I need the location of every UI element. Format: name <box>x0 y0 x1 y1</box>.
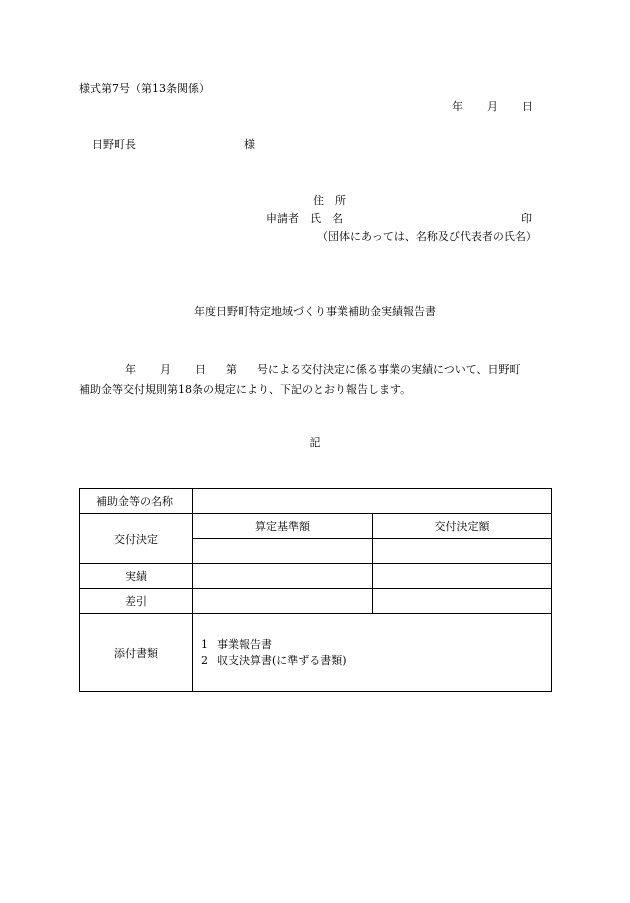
address-label: 住 所 <box>313 194 346 207</box>
addressee <box>92 138 255 152</box>
attachments-list <box>193 614 552 692</box>
document-title: 年度日野町特定地域づくり事業補助金実績報告書 <box>194 305 436 318</box>
grant-amount-value <box>373 539 552 564</box>
actual-calc-value <box>193 564 373 589</box>
attachments-label: 添付書類 <box>80 614 193 692</box>
organization-note: （団体にあっては、名称及び代表者の氏名） <box>317 230 537 243</box>
actual-grant-value <box>373 564 552 589</box>
applicant-name-label: 申請者 氏 名 <box>266 212 343 225</box>
date-day-label: 日 <box>522 100 533 113</box>
grant-decision-label: 交付決定 <box>80 514 193 564</box>
difference-label: 差引 <box>80 589 193 614</box>
body-year: 年 <box>125 363 136 376</box>
body-line-2: 補助金等交付規則第18条の規定により、下記のとおり報告します。 <box>79 383 412 396</box>
attachment-number: 1 <box>201 637 208 651</box>
ki-heading: 記 <box>309 436 321 449</box>
attachment-text: 収支決算書(に準ずる書類) <box>217 653 347 667</box>
body-line-1 <box>79 360 554 380</box>
attachment-item <box>201 653 551 669</box>
body-line-1-rest: 号による交付決定に係る事業の実績について、日野町 <box>257 363 521 376</box>
date-year-label: 年 <box>452 100 463 113</box>
calc-base-value <box>193 539 373 564</box>
attachment-item <box>201 637 551 653</box>
date-line <box>452 100 533 114</box>
date-month-label: 月 <box>487 100 498 113</box>
calc-base-header: 算定基準額 <box>193 514 373 539</box>
grant-amount-header: 交付決定額 <box>373 514 552 539</box>
body-number-prefix: 第 <box>226 363 237 376</box>
seal-mark: 印 <box>521 212 532 225</box>
attachment-number: 2 <box>201 653 208 667</box>
attachment-text: 事業報告書 <box>217 637 272 651</box>
actual-label: 実績 <box>80 564 193 589</box>
form-number: 様式第7号（第13条関係） <box>79 82 210 95</box>
addressee-honorific: 様 <box>244 138 255 151</box>
body-month: 月 <box>160 363 171 376</box>
subsidy-name-value <box>193 489 552 514</box>
difference-calc-value <box>193 589 373 614</box>
subsidy-name-label: 補助金等の名称 <box>80 489 193 514</box>
body-day: 日 <box>195 363 206 376</box>
difference-grant-value <box>373 589 552 614</box>
report-table <box>79 488 552 692</box>
body-text <box>79 360 554 400</box>
addressee-name: 日野町長 <box>92 138 136 151</box>
